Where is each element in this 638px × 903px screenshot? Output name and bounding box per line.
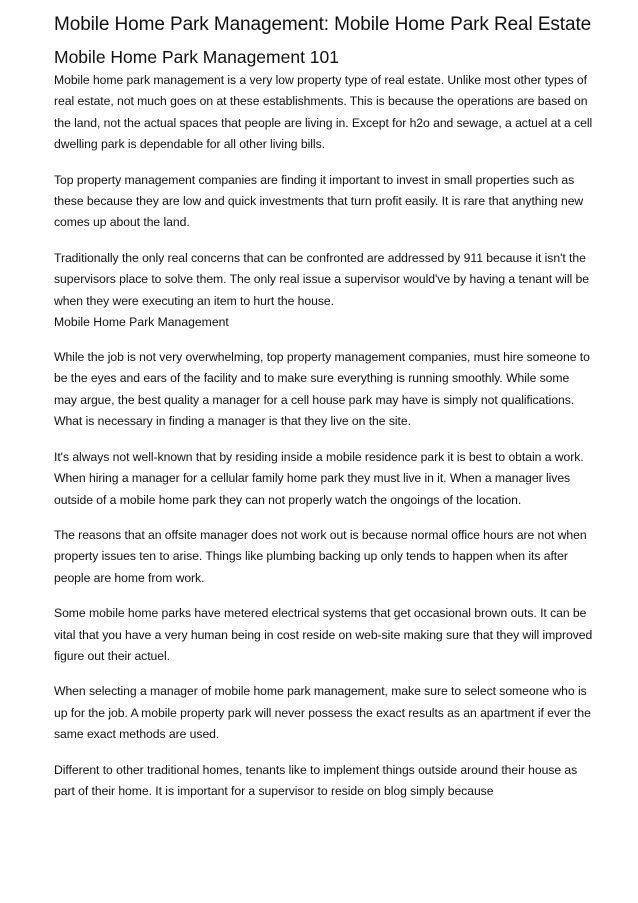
paragraph: Different to other traditional homes, tenants like to implement things outside around their house as part of their home. It is important for a supervisor to reside on blog simply because xyxy=(54,762,578,798)
paragraph: Traditionally the only real concerns that can be confronted are addressed by 911 because it isn't the supervisors place to solve them. The only real issue a supervisor would've by having a tenant will be when they were executing an item to hurt the house. xyxy=(54,250,589,308)
paragraph: While the job is not very overwhelming, top property management companies, must hire someone to be the eyes and ears of the facility and to make sure everything is running smoothly. While some may argue, the best quality a manager for a cell house park may have is simply not qualifications. What is necessary in finding a manager is that they live on the site. xyxy=(54,350,590,429)
paragraph: When selecting a manager of mobile home park management, make sure to select someone who is up for the job. A mobile property park will never possess the exact results as an apartment if ever the same exact methods are used. xyxy=(54,684,591,742)
paragraph: The reasons that an offsite manager does not work out is because normal office hours are not when property issues ten to arise. Things like plumbing backing up only tends to happen when its after people are home from work. xyxy=(54,527,587,585)
paragraph: It's always not well-known that by residing inside a mobile residence park it is best to obtain a work. When hiring a manager for a cellular family home park they must live in it. When a manager lives outside of a mobile home park they can not properly watch the ongoings of the location. xyxy=(54,449,584,507)
document-title: Mobile Home Park Management: Mobile Home Park Real Estate xyxy=(54,14,592,35)
paragraph: Mobile home park management is a very low property type of real estate. Unlike most other types of real estate, not much goes on at these establishments. This is because the operations are based on the land, not the actual spaces that people are living in. Except for h2o and sewage, a actuel at a cell dwelling park is dependable for all other living bills. xyxy=(54,73,593,152)
paragraph: Top property management companies are finding it important to invest in small properties such as these because they are low and quick investments that turn profit easily. It is rare that anything new comes up about the land. xyxy=(54,172,584,230)
paragraph: Some mobile home parks have metered electrical systems that get occasional brown outs. It can be vital that you have a very human being in cost reside on web-site making sure that they will improved figure out their actuel. xyxy=(54,606,593,663)
inline-heading: Mobile Home Park Management xyxy=(54,315,229,330)
document-page xyxy=(54,14,594,816)
section-heading: Mobile Home Park Management 101 xyxy=(54,47,340,67)
